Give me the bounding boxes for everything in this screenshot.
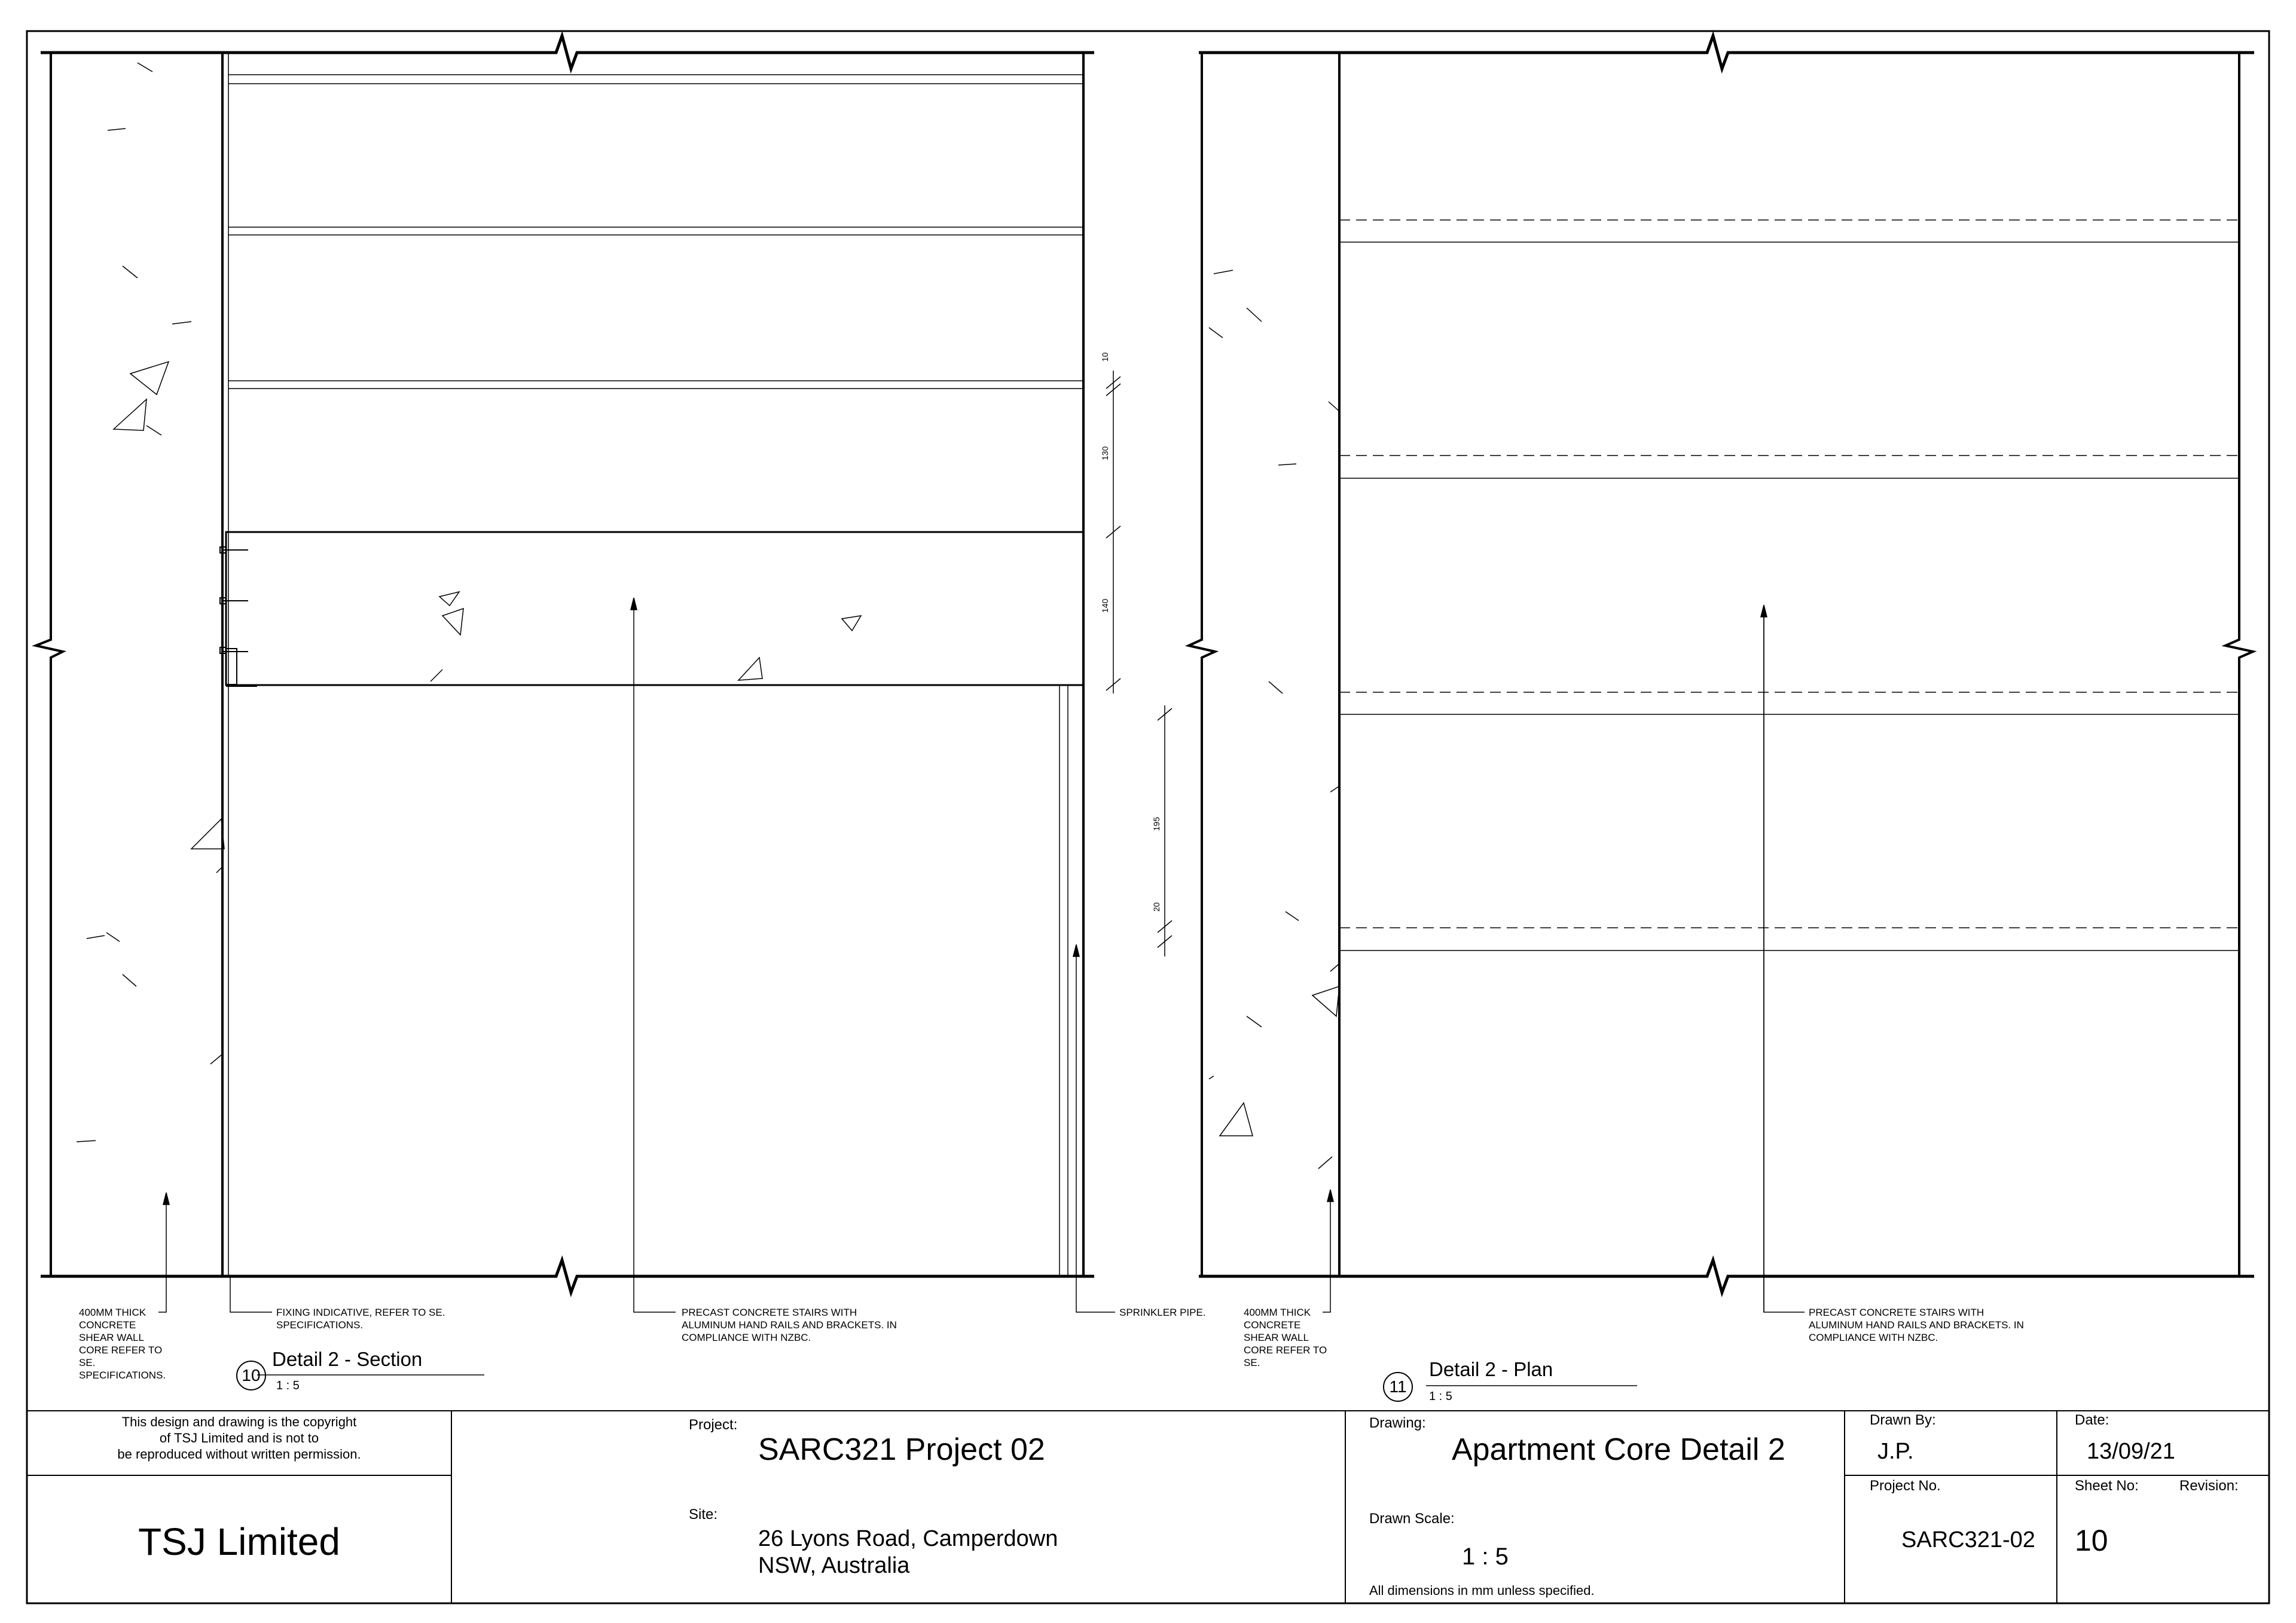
drawn-by-label: Drawn By: xyxy=(1870,1412,1936,1428)
dim-130: 130 xyxy=(1100,446,1110,460)
company-name: TSJ Limited xyxy=(138,1520,340,1563)
sheet-no: 10 xyxy=(2075,1524,2108,1557)
section-dimensions xyxy=(1106,371,1172,956)
site-label: Site: xyxy=(689,1506,718,1523)
plan-detail-bubble: 11 xyxy=(1383,1372,1413,1402)
dim-20: 20 xyxy=(1152,902,1161,912)
wall-hatch xyxy=(77,63,224,1142)
plan-detail-title: Detail 2 - Plan xyxy=(1429,1358,1553,1380)
plan-detail-scale: 1 : 5 xyxy=(1429,1390,1452,1403)
plan-right-edge xyxy=(2225,54,2253,1276)
section-note-sprinkler: SPRINKLER PIPE. xyxy=(1119,1307,1206,1318)
project-no: SARC321-02 xyxy=(1901,1527,2035,1552)
plan-detail xyxy=(1189,36,2254,1386)
date-value: 13/09/21 xyxy=(2087,1439,2175,1464)
section-detail-scale: 1 : 5 xyxy=(276,1379,300,1392)
section-bottom-break xyxy=(41,1260,1094,1292)
plan-note-wall: 400MM THICK CONCRETE SHEAR WALL CORE REFER TO SE. xyxy=(1244,1307,1327,1368)
plan-wall-hatch xyxy=(1209,270,1339,1169)
drawn-by: J.P. xyxy=(1877,1439,1914,1464)
site-line-2: NSW, Australia xyxy=(758,1553,910,1578)
copyright-note: This design and drawing is the copyright of TSJ Limited and is not to be reproduced without written permission. xyxy=(117,1414,361,1462)
plan-leaders xyxy=(1323,605,1805,1312)
scale-label: Drawn Scale: xyxy=(1369,1511,1455,1527)
slab-hatch xyxy=(430,592,861,681)
plan-left-edge xyxy=(1189,54,1215,1276)
drawn-scale: 1 : 5 xyxy=(1462,1543,1509,1570)
drawing-label: Drawing: xyxy=(1369,1415,1426,1431)
section-top-break xyxy=(41,36,1094,69)
section-detail-title: Detail 2 - Section xyxy=(272,1348,423,1370)
plan-top-break xyxy=(1199,36,2254,69)
precast-slab xyxy=(226,532,1083,685)
dimensions-note: All dimensions in mm unless specified. xyxy=(1369,1583,1595,1598)
drawing-name: Apartment Core Detail 2 xyxy=(1452,1432,1785,1467)
project-label: Project: xyxy=(689,1417,738,1433)
sheet-no-label: Sheet No: xyxy=(2075,1478,2139,1494)
section-leaders xyxy=(158,598,1115,1312)
section-left-edge xyxy=(36,54,63,1276)
project-no-label: Project No. xyxy=(1870,1478,1941,1494)
project-name: SARC321 Project 02 xyxy=(758,1432,1045,1467)
dim-140: 140 xyxy=(1100,598,1110,613)
dim-10: 10 xyxy=(1100,352,1110,362)
section-note-stairs: PRECAST CONCRETE STAIRS WITH ALUMINUM HAND RAILS AND BRACKETS. IN COMPLIANCE WITH NZBC. xyxy=(682,1307,897,1343)
plan-bottom-break xyxy=(1199,1260,2254,1292)
site-line-1: 26 Lyons Road, Camperdown xyxy=(758,1526,1058,1551)
dim-195: 195 xyxy=(1152,817,1161,831)
section-detail-bubble: 10 xyxy=(236,1361,266,1390)
plan-note-stairs: PRECAST CONCRETE STAIRS WITH ALUMINUM HAND RAILS AND BRACKETS. IN COMPLIANCE WITH NZBC. xyxy=(1809,1307,2024,1343)
section-note-fixing: FIXING INDICATIVE, REFER TO SE. SPECIFICATIONS. xyxy=(276,1307,445,1331)
section-detail xyxy=(36,36,1172,1375)
date-label: Date: xyxy=(2075,1412,2109,1428)
section-note-wall: 400MM THICK CONCRETE SHEAR WALL CORE REFER TO SE. SPECIFICATIONS. xyxy=(79,1307,166,1381)
revision-label: Revision: xyxy=(2179,1478,2239,1494)
